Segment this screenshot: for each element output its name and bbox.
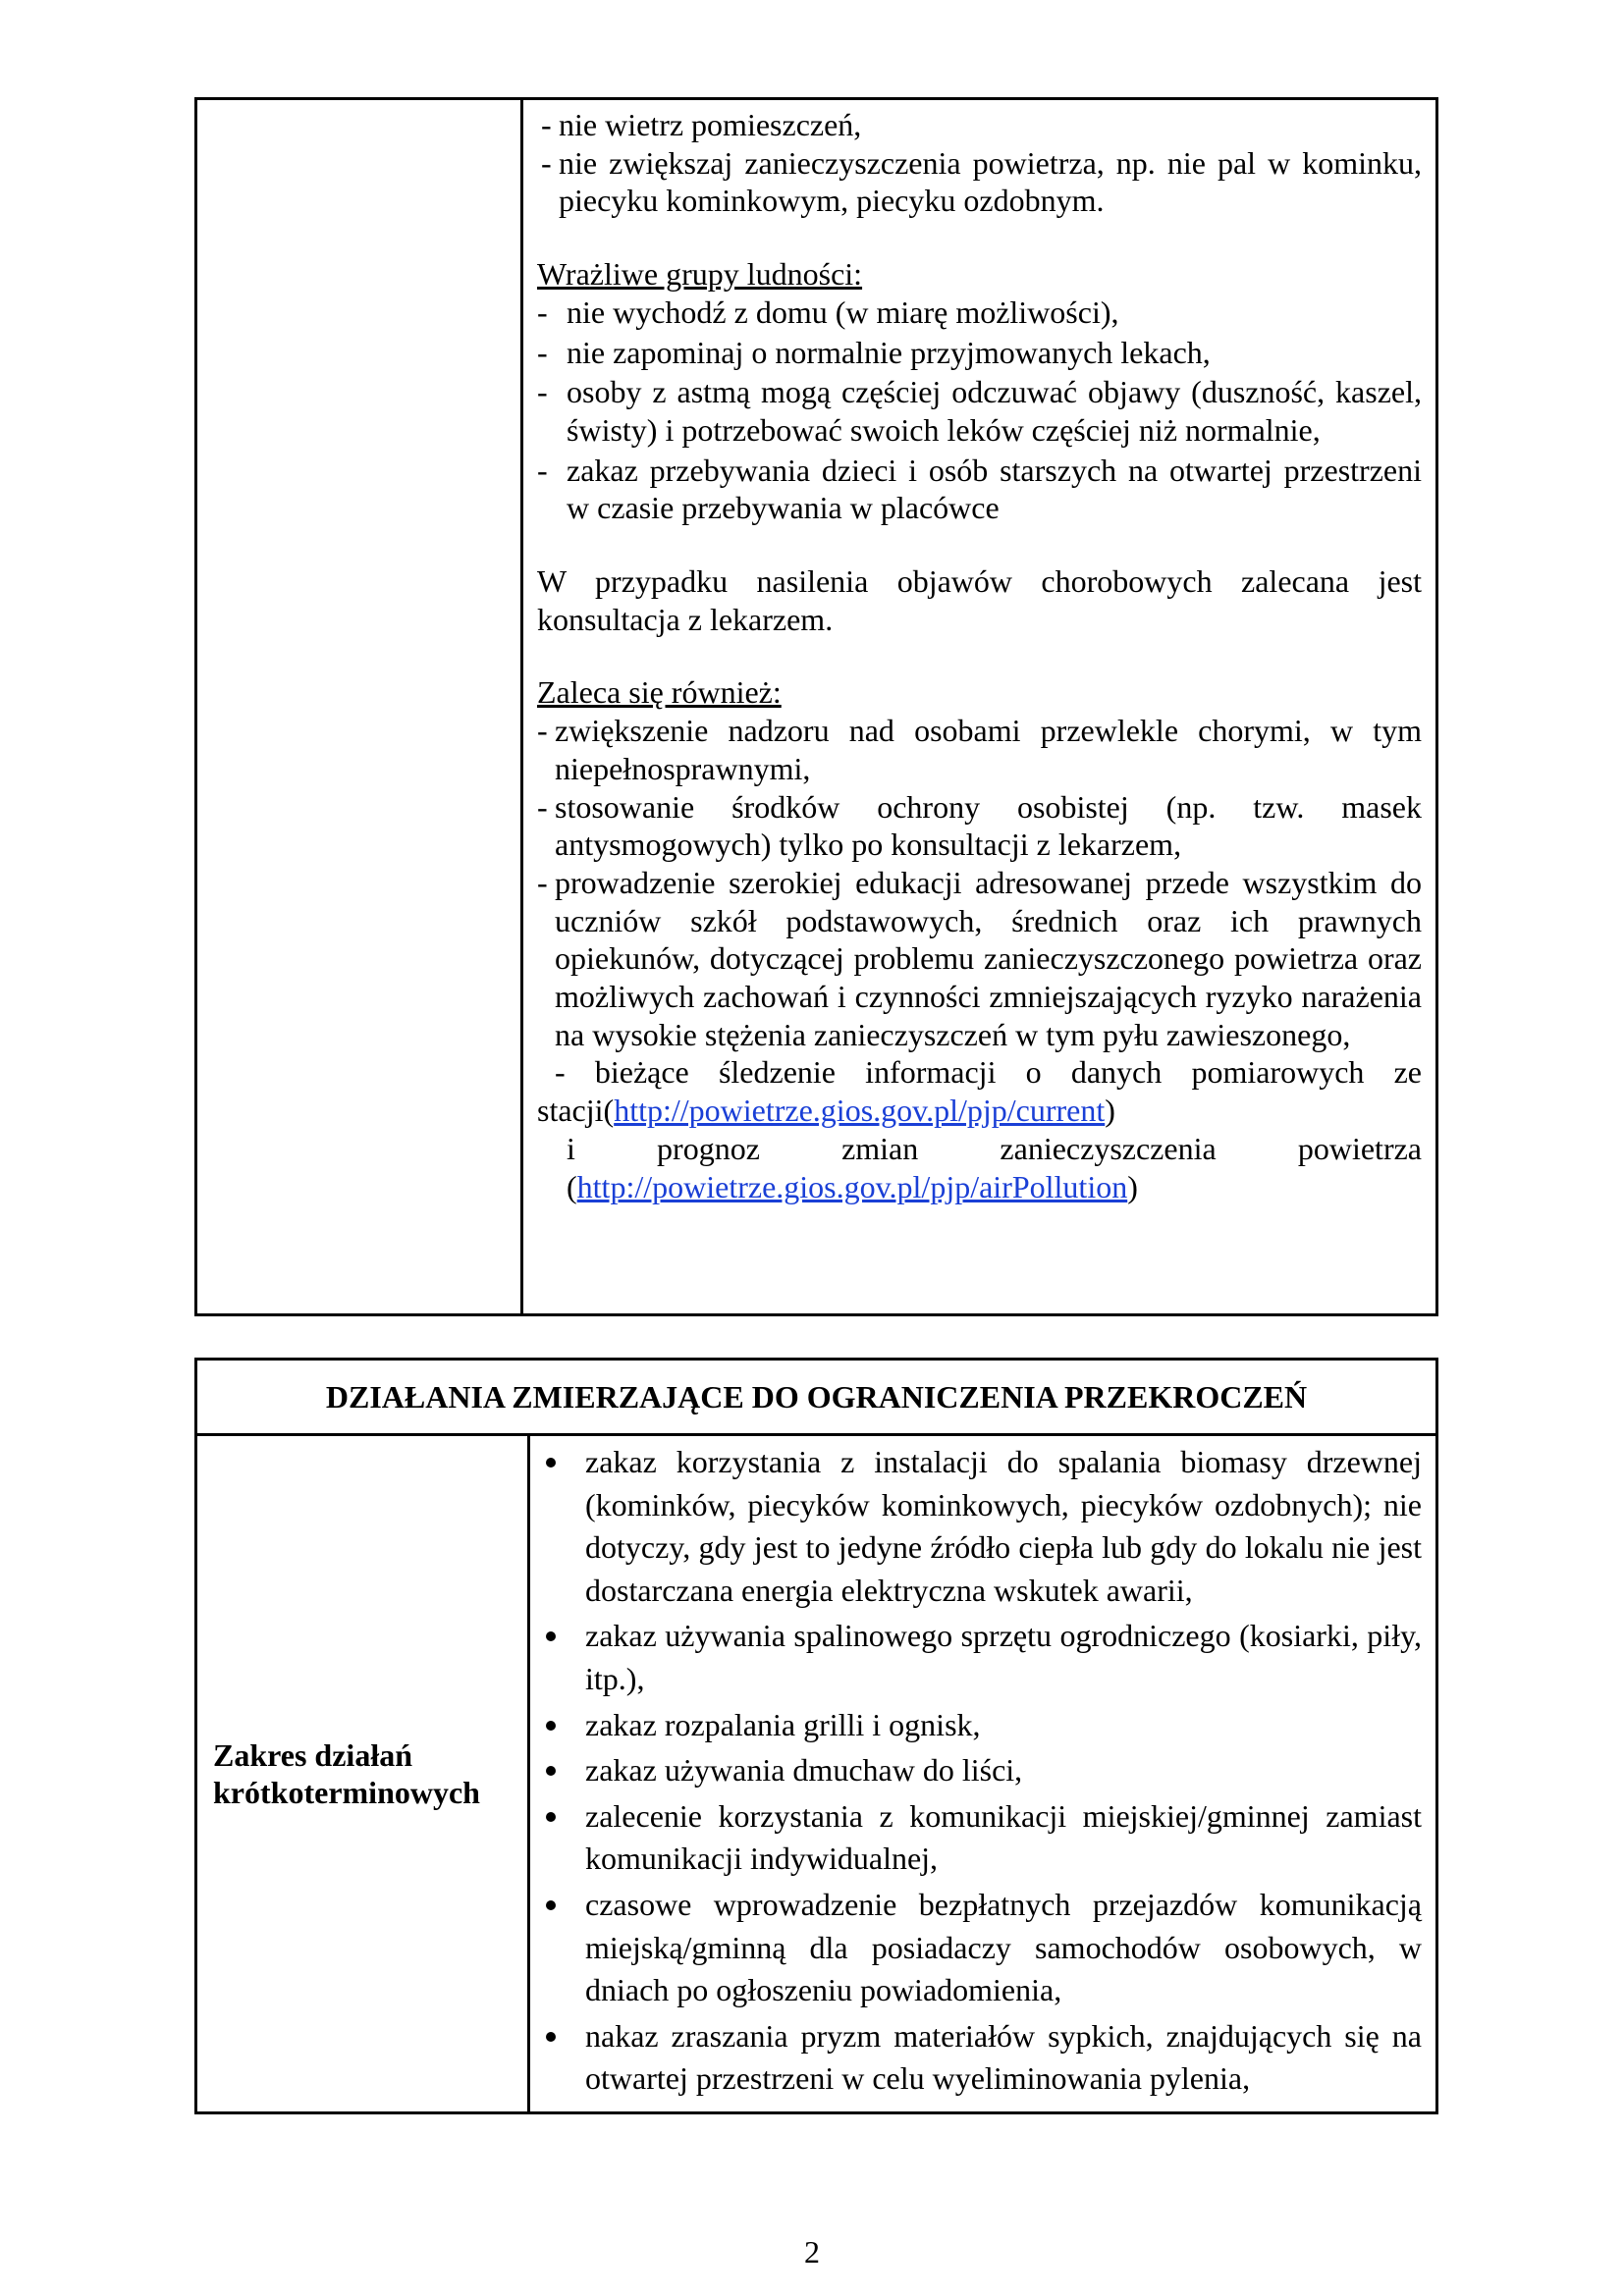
list-item: - zakaz przebywania dzieci i osób starszych na otwartej przestrzeni w czasie przebywania w placówce [537, 452, 1422, 526]
bullet-icon [546, 1900, 556, 1910]
monitoring-source-line: stacji(http://powietrze.gios.gov.pl/pjp/current) [537, 1093, 1115, 1129]
list-item: zalecenie korzystania z komunikacji miejskiej/gminnej zamiast komunikacji indywidualnej, [530, 1795, 1422, 1881]
list-item: - osoby z astmą mogą częściej odczuwać objawy (duszność, kaszel, świsty) i potrzebować swoich leków częściej niż normalnie, [537, 374, 1422, 448]
actions-cell [529, 1435, 1437, 2113]
bullet-icon [546, 1766, 556, 1776]
list-item: - zwiększenie nadzoru nad osobami przewlekle chorymi, w tym niepełnosprawnymi, [537, 713, 1422, 786]
list-item: zakaz rozpalania grilli i ognisk, [530, 1704, 1422, 1747]
page-number: 2 [804, 2234, 820, 2269]
list-item: - prowadzenie szerokiej edukacji adresowanej przede wszystkim do uczniów szkół podstawowych, średnich oraz ich prawnych opiekunów, dotyczącej problemu zanieczyszczonego powietrza oraz możliwych zachowań i czynności zmniejszających ryzyko narażenia na wysokie stężenia zanieczyszczeń w tym pyłu zawieszonego, [537, 864, 1422, 1052]
list-item: zakaz używania spalinowego sprzętu ogrodniczego (kosiarki, piły, itp.), [530, 1615, 1422, 1700]
empty-left-cell [196, 99, 522, 1315]
actions-list [530, 1441, 1422, 2101]
monitoring-line: - bieżące śledzenie informacji o danych pomiarowych ze [555, 1054, 1422, 1091]
bullet-icon [546, 1721, 556, 1731]
list-item: zakaz używania dmuchaw do liści, [530, 1749, 1422, 1792]
forecast-line: i prognoz zmian zanieczyszczenia powietrza [567, 1130, 1422, 1166]
row-label: Zakres działań krótkoterminowych [196, 1435, 529, 2113]
short-term-actions-table [194, 1358, 1438, 2114]
recommendations-table [194, 97, 1438, 1316]
list-item: - nie wietrz pomieszczeń, [541, 107, 862, 142]
current-data-link[interactable]: http://powietrze.gios.gov.pl/pjp/current [614, 1093, 1106, 1129]
air-pollution-link[interactable]: http://powietrze.gios.gov.pl/pjp/airPollution [576, 1168, 1128, 1204]
recommend-heading: Zaleca się również: [537, 674, 782, 711]
forecast-source-line: (http://powietrze.gios.gov.pl/pjp/airPollution) [567, 1168, 1138, 1204]
list-item: czasowe wprowadzenie bezpłatnych przejazdów komunikacją miejską/gminną dla posiadaczy samochodów osobowych, w dniach po ogłoszeniu powiadomienia, [530, 1884, 1422, 2012]
list-item: - nie wychodź z domu (w miarę możliwości), [537, 294, 1119, 330]
bullet-icon [546, 1812, 556, 1822]
recommendations-cell [522, 99, 1437, 1315]
consultation-paragraph: W przypadku nasilenia objawów chorobowych zalecana jest konsultacja z lekarzem. [537, 563, 1422, 637]
list-item: - nie zapominaj o normalnie przyjmowanych lekach, [537, 334, 1211, 370]
bullet-icon [546, 1631, 556, 1641]
list-item: zakaz korzystania z instalacji do spalania biomasy drzewnej (kominków, piecyków kominkowych, piecyków ozdobnych); nie dotyczy, gdy jest to jedyne źródło ciepła lub gdy do lokalu nie jest dostarczana energia elektryczna wskutek awarii, [530, 1441, 1422, 1612]
bullet-icon [546, 1458, 556, 1468]
list-item: - nie zwiększaj zanieczyszczenia powietrza, np. nie pal w kominku, piecyku kominkowym, piecyku ozdobnym. [541, 144, 1422, 219]
bullet-icon [546, 2032, 556, 2042]
list-item: nakaz zraszania pryzm materiałów sypkich, znajdujących się na otwartej przestrzeni w celu wyeliminowania pylenia, [530, 2015, 1422, 2101]
list-item: - stosowanie środków ochrony osobistej (np. tzw. masek antysmogowych) tylko po konsultacji z lekarzem, [537, 788, 1422, 863]
table-header: DZIAŁANIA ZMIERZAJĄCE DO OGRANICZENIA PRZEKROCZEŃ [196, 1360, 1437, 1435]
vulnerable-groups-heading: Wrażliwe grupy ludności: [537, 256, 863, 293]
